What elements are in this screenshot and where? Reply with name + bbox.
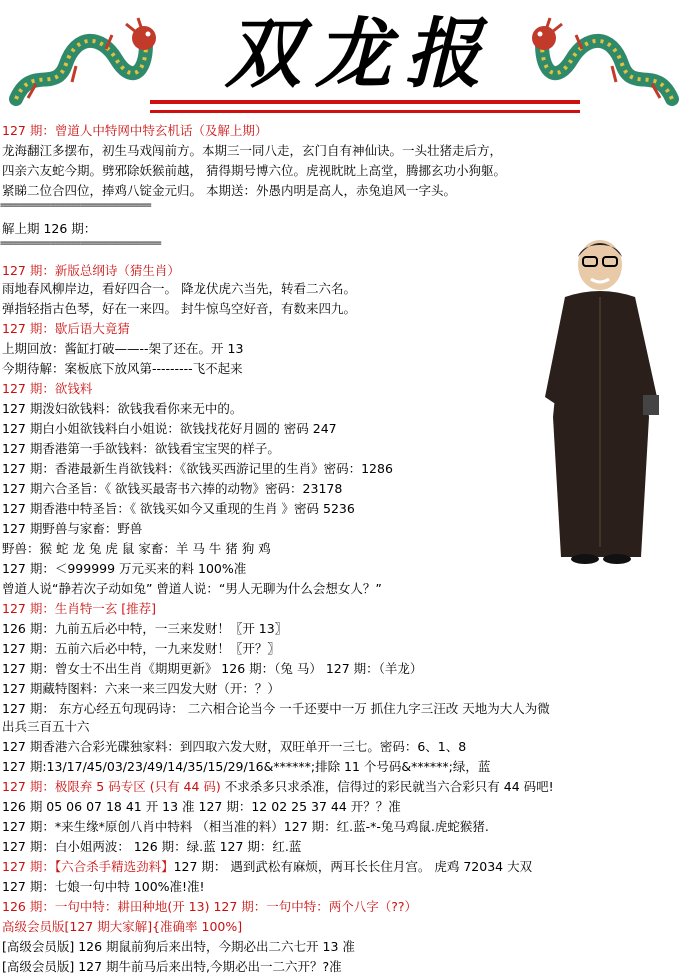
text-line: 高级会员版[127 期大家解]{准确率 100%] — [2, 919, 243, 934]
text-line: 127 期香港第一手欲钱料：欲钱看宝宝哭的样子。 — [2, 441, 280, 456]
title-underline — [150, 100, 580, 104]
text-line: 127 期香港六合彩光碟独家料：到四取六发大财，双旺单开一三七。密码：6、1、8 — [2, 739, 467, 754]
masthead — [0, 0, 688, 118]
text-line: 127 期香港中特圣旨：《 欲钱买如今又重现的生肖 》密码 5236 — [2, 501, 355, 516]
text-line: 127 期：*来生缘*原创八肖中特料 （相当准的料）127 期：红.蓝-*-兔马鸡鼠.虎蛇猴猪. — [2, 819, 489, 834]
text-line: 127 期野兽与家畜：野兽 — [2, 521, 143, 536]
text-line: 126 期 05 06 07 18 41 开 13 准 127 期：12 02 25 37 44 开？？准 — [2, 799, 401, 814]
text-line: 127 期：新版总纲诗（猜生肖） — [2, 263, 180, 278]
line-rest: 不求杀多只求杀准，信得过的彩民就当六合彩只有 44 码吧! — [220, 779, 554, 794]
text-line: 出兵三百五十六 — [2, 719, 90, 734]
line-rest: 127 期： 遇到武松有麻烦，两耳长长住月宫。 虎鸡 72034 大双 — [173, 859, 533, 874]
text-line: 弹指轻指古色琴，好在一来四。 封牛惊鸟空好音，有数来四九。 — [2, 301, 356, 316]
text-line: 127 期：曾女士不出生肖《期期更新》 126 期：（兔 马） 127 期：（羊龙） — [2, 661, 423, 676]
text-line: 雨地春风柳岸边，看好四合一。 降龙伏虎六当先，转看二六名。 — [2, 281, 356, 296]
text-line — [2, 778, 554, 796]
title-underline-thin — [150, 110, 580, 113]
text-line: [高级会员版] 127 期牛前马后来出特,今期必出一二六开？?准 — [2, 959, 342, 974]
text-line: 127 期：香港最新生肖欲钱料：《欲钱买西游记里的生肖》密码：1286 — [2, 461, 393, 476]
text-line: 127 期六合圣旨：《 欲钱买最寄书六捧的动物》密码：23178 — [2, 481, 343, 496]
text-line: 四亲六友蛇今期。劈邪除妖猴前越， 猜得期号博六位。虎视眈眈上高堂，腾挪玄功小狗躯。 — [2, 163, 506, 178]
text-line: 127 期白小姐欲钱料白小姐说：欲钱找花好月圆的 密码 247 — [2, 421, 337, 436]
text-line: 127 期：歇后语大竟猜 — [2, 321, 130, 336]
line-prefix: 127 期：极限弃 5 码专区 (只有 44 码) — [2, 779, 221, 794]
text-line: [高级会员版] 126 期鼠前狗后来出特，今期必出二六七开 13 准 — [2, 939, 355, 954]
text-line: ============================== — [0, 200, 151, 211]
text-line: 解上期 126 期： — [2, 221, 97, 236]
text-line: 127 期：白小姐两波： 126 期：绿.蓝 127 期：红.蓝 — [2, 839, 302, 854]
dragon-left-icon — [6, 4, 156, 116]
text-line: ================================ — [0, 238, 161, 249]
text-line: 127 期：七娘一句中特 100%准!准! — [2, 879, 205, 894]
line-prefix: 127 期：【六合杀手精选劲料】 — [2, 859, 174, 874]
man-figure-illustration — [525, 235, 675, 565]
text-line: 127 期泼妇欲钱料：欲钱我看你来无中的。 — [2, 401, 243, 416]
text-line: 上期回放：酱缸打破——--架了还在。开 13 — [2, 341, 244, 356]
text-line: 127 期：生肖特一玄 [推荐] — [2, 601, 157, 616]
text-line: 野兽：猴 蛇 龙 兔 虎 鼠 家畜：羊 马 牛 猪 狗 鸡 — [2, 541, 271, 556]
text-line — [2, 858, 532, 876]
masthead-title: 双龙报 — [225, 9, 495, 98]
text-line: 127 期藏特图料：六来一来三四发大财（开：？） — [2, 681, 280, 696]
text-line: 127 期：＜999999 万元买来的料 100%准 — [2, 561, 247, 576]
text-line: 127 期：五前六后必中特，一九来发财！〖开？〗 — [2, 641, 280, 656]
text-line: 126 期：一句中特：耕田种地(开 13) 127 期：一句中特：两个八字（??） — [2, 899, 418, 914]
text-line: 127 期：欲钱料 — [2, 381, 93, 396]
text-line: 126 期：九前五后必中特，一三来发财！〖开 13〗 — [2, 621, 288, 636]
text-line: 曾道人说“静若次子动如兔” 曾道人说：“男人无聊为什么会想女人？” — [2, 581, 382, 596]
text-line: 紧睇二位合四位，捧鸡八锭金元归。 本期送：外愚内明是高人，赤兔追风一字头。 — [2, 183, 456, 198]
text-line: 今期待解：案板底下放风第---------飞不起来 — [2, 361, 243, 376]
text-line: 127 期:13/17/45/03/23/49/14/35/15/29/16&******;排除 11 个号码&******;绿，蓝 — [2, 759, 491, 774]
text-line: 龙海翻江多摆布，初生马戏闯前方。本期三一同八走，玄门自有神仙诀。一头壮猪走后方， — [2, 143, 503, 158]
text-line: 127 期：曾道人中特网中特玄机话（及解上期） — [2, 123, 268, 138]
text-line: 127 期： 东方心经五句现码诗： 二六相合论当今 一千还要中一万 抓住九字三汪改 天地为大人为微 — [2, 701, 550, 716]
